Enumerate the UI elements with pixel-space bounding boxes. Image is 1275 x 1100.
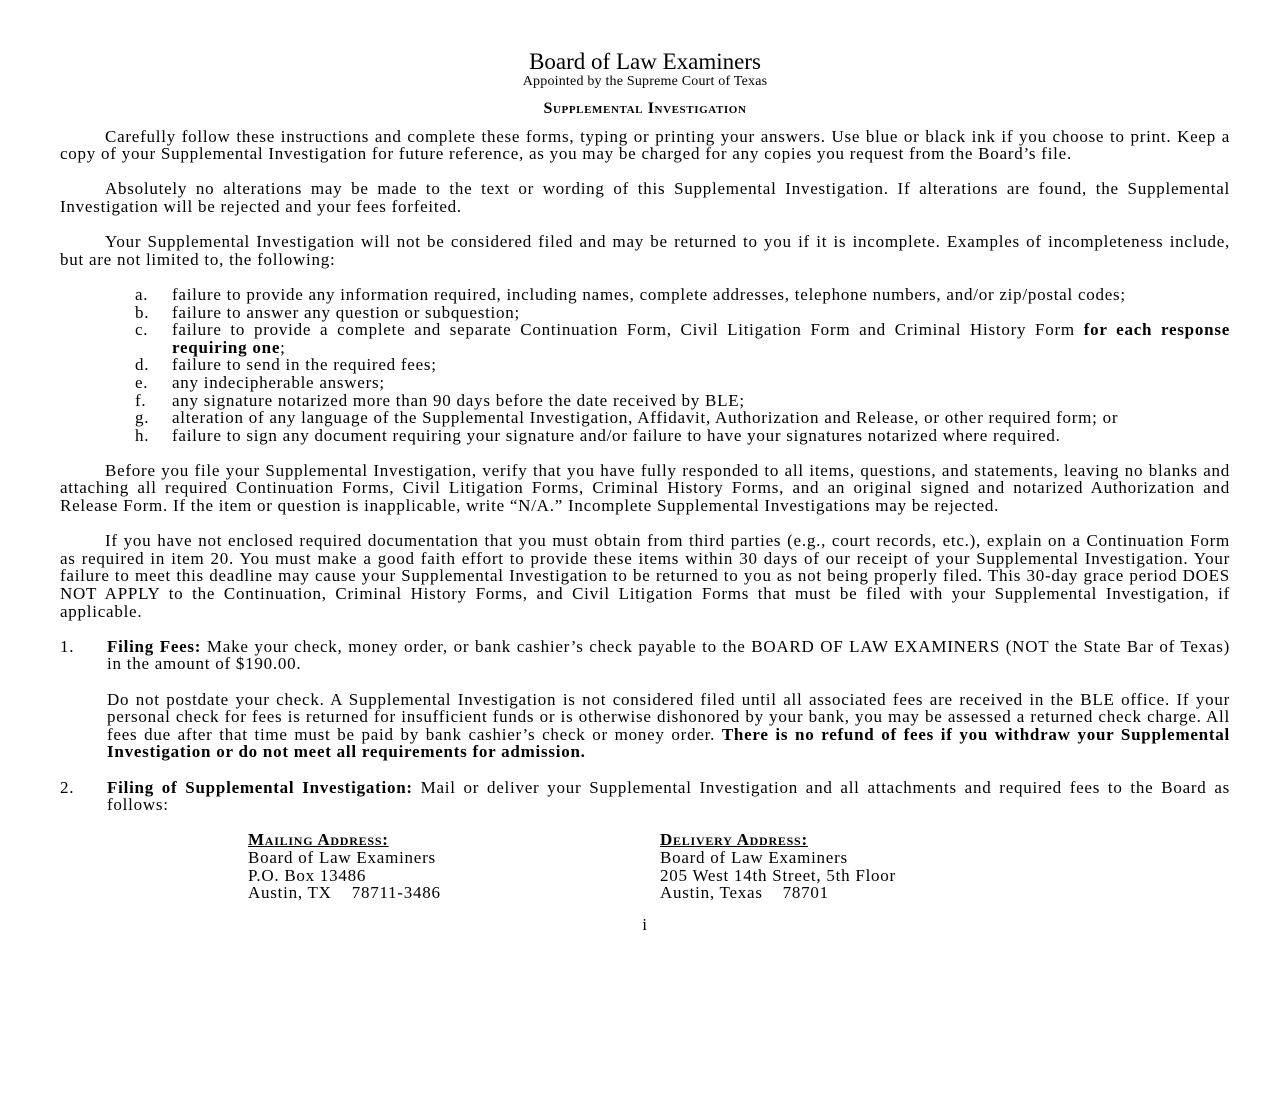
paragraph-alterations: Absolutely no alterations may be made to the text or wording of this Supplemental Investigation. If alterations are found, the Supplemental Investigation will be rejected and your fees forfeited.: [60, 179, 1230, 216]
list-item: g. alteration of any language of the Supplemental Investigation, Affidavit, Authorization and Release, or other required form; or: [135, 408, 1119, 428]
list-item: f. any signature notarized more than 90 days before the date received by BLE;: [135, 390, 745, 410]
paragraph-before-filing: Before you file your Supplemental Investigation, verify that you have fully responded to all items, questions, and statements, leaving no blanks and attaching all required Continuation Forms, Civil Litigation Forms, Criminal History Forms, and an original signed and notarized Authorization and Release Form. If the item or question is inapplicable, write “N/A.” Incomplete Supplemental Investigations may be rejected.: [60, 460, 1230, 516]
delivery-address: Delivery Address: Board of Law Examiners 205 West 14th Street, 5th Floor Austin, Texas 78701: [660, 830, 896, 903]
document-subtitle: Appointed by the Supreme Court of Texas: [522, 74, 768, 89]
paragraph-third-party-docs: If you have not enclosed required documentation that you must obtain from third parties (e.g., court records, etc.), explain on a Continuation Form as required in item 20. You must make a good faith effort to provide these items within 30 days of our receipt of your Supplemental Investigation. Your failure to meet this deadline may cause your Supplemental Investigation to be returned to you as not being properly filed. This 30-day grace period DOES NOT APPLY to the Continuation, Criminal History Forms, and Civil Litigation Forms that must be filed with your Supplemental Investigation, if applicable.: [60, 531, 1230, 621]
section-heading: Supplemental Investigation: [543, 100, 747, 117]
list-item: a. failure to provide any information required, including names, complete addresses, telephone numbers, and/or zip/postal codes;: [135, 284, 1126, 304]
mailing-address: Mailing Address: Board of Law Examiners P.O. Box 13486 Austin, TX 78711-3486: [248, 830, 441, 903]
item-filing-investigation: 2. Filing of Supplemental Investigation: Mail or deliver your Supplemental Investigation and all attachments and required fees to the Board as follows:: [60, 777, 1230, 815]
page-number: i: [642, 914, 648, 934]
document-title: Board of Law Examiners: [529, 49, 761, 74]
list-item: d. failure to send in the required fees;: [135, 355, 437, 375]
document-page: [60, 50, 1230, 933]
list-item: b. failure to answer any question or subquestion;: [135, 302, 520, 322]
list-item: e. any indecipherable answers;: [135, 372, 385, 392]
paragraph-instructions: Carefully follow these instructions and complete these forms, typing or printing your answers. Use blue or black ink if you choose to print. Keep a copy of your Supplemental Investigation for future reference, as you may be charged for any copies you request from the Board’s file.: [60, 126, 1230, 164]
incompleteness-list: [60, 286, 1230, 444]
list-item: h. failure to sign any document requiring your signature and/or failure to have your signatures notarized where required.: [135, 425, 1061, 445]
list-item: c. failure to provide a complete and separate Continuation Form, Civil Litigation Form and Criminal History Form for each response requiring one;: [135, 320, 1230, 357]
paragraph-incompleteness: Your Supplemental Investigation will not be considered filed and may be returned to you if it is incomplete. Examples of incompleteness include, but are not limited to, the following:: [60, 232, 1230, 269]
addresses: [248, 831, 1230, 901]
item-filing-fees: 1. Filing Fees: Make your check, money order, or bank cashier’s check payable to the BOARD OF LAW EXAMINERS (NOT the State Bar of Texas) in the amount of $190.00. Do not postdate your check. A Supplemental Investigation is not considered filed until all associated fees are received in the BLE office. If your personal check for fees is returned for insufficient funds or is otherwise dishonored by your bank, you may be assessed a returned check charge. All fees due after that time must be paid by bank cashier’s check or money order. There is no refund of fees if you withdraw your Supplemental Investigation or do not meet all requirements for admission.: [60, 636, 1231, 762]
